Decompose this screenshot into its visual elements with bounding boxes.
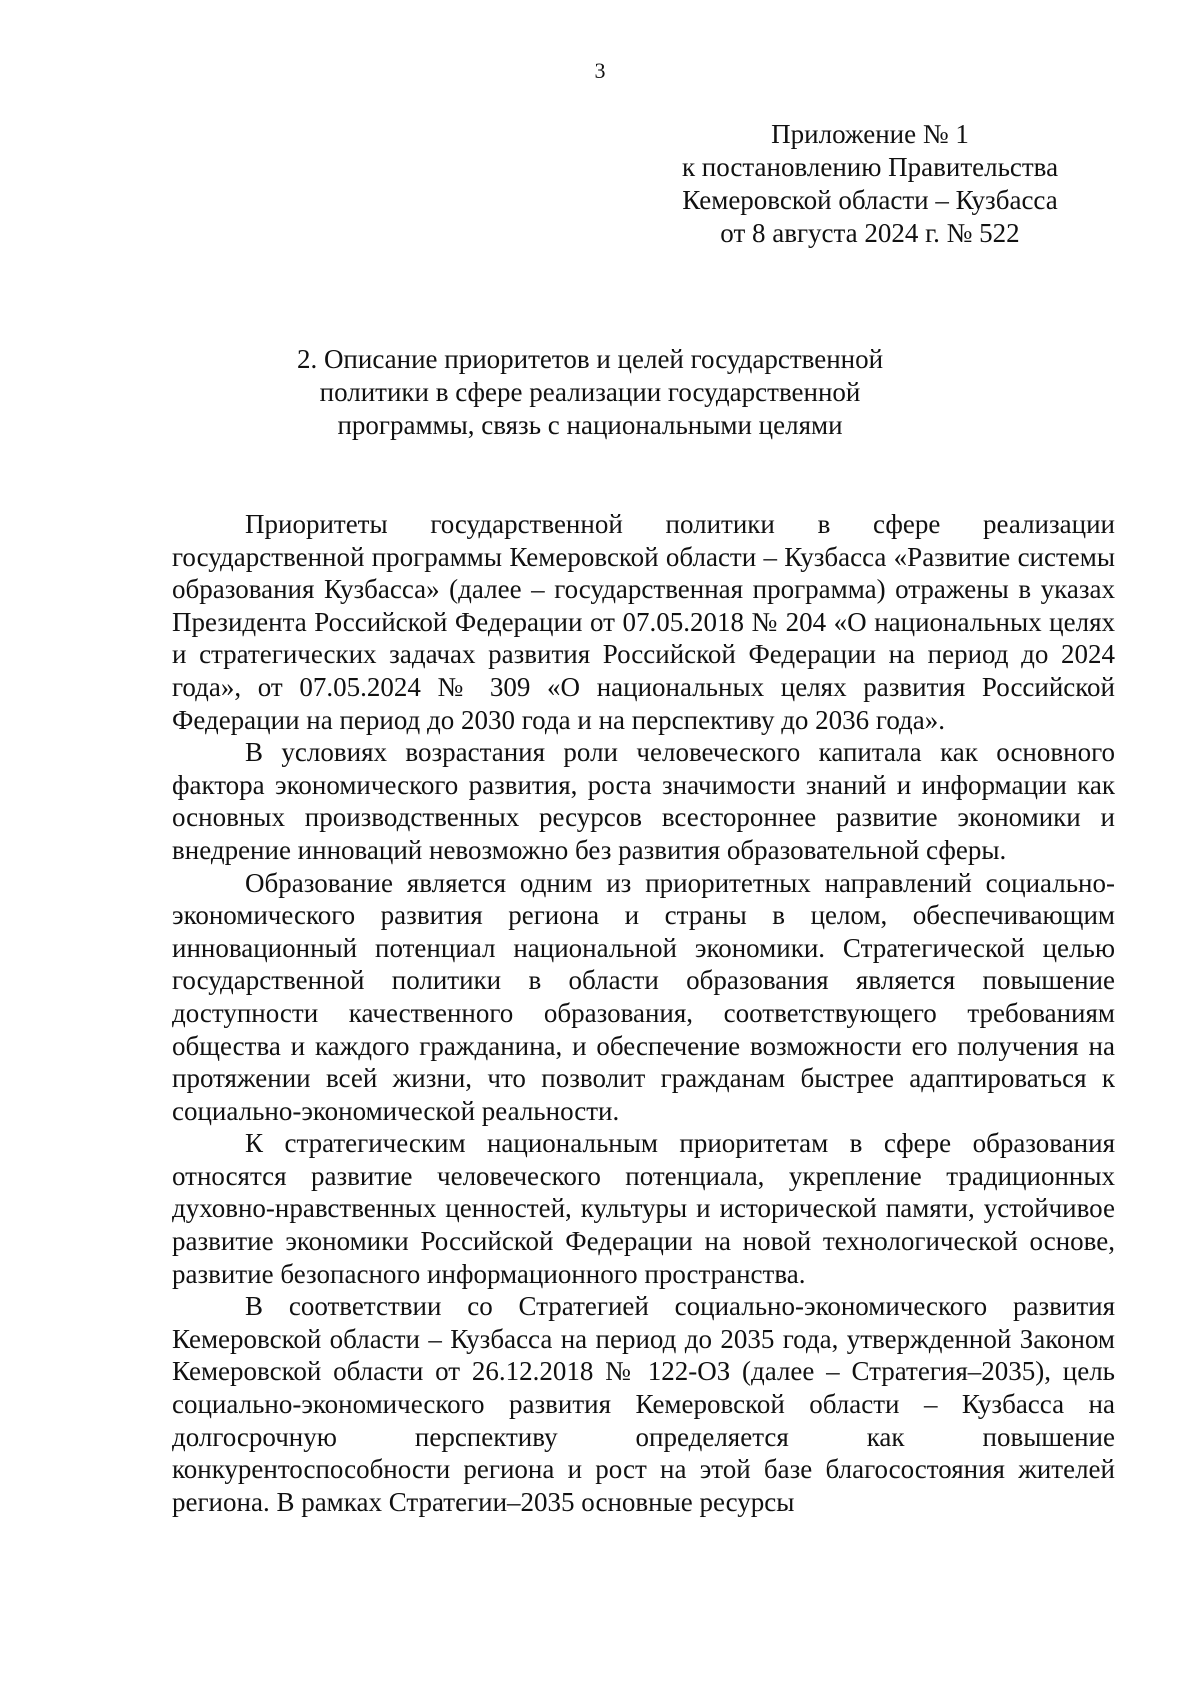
- paragraph: В условиях возрастания роли человеческого капитала как основного фактора экономического развития, роста значимости знаний и информации как основных производственных ресурсов всестороннее развитие экономики и внедрение инноваций невозможно без развития образовательной сферы.: [172, 737, 1115, 865]
- appendix-header: [640, 118, 1100, 250]
- appendix-line: от 8 августа 2024 г. № 522: [720, 218, 1020, 248]
- appendix-line: Кемеровской области – Кузбасса: [682, 185, 1058, 215]
- paragraph: К стратегическим национальным приоритетам в сфере образования относятся развитие человеческого потенциала, укрепление традиционных духовно-нравственных ценностей, культуры и исторической памяти, устойчивое развитие экономики Российской Федерации на новой технологической основе, развитие безопасного информационного пространства.: [172, 1128, 1115, 1289]
- paragraph: Образование является одним из приоритетных направлений социально-экономического развития региона и страны в целом, обеспечивающим инновационный потенциал национальной экономики. Стратегической целью государственной политики в области образования является повышение доступности качественного образования, соответствующего требованиям общества и каждого гражданина, и обеспечение возможности его получения на протяжении всей жизни, что позволит гражданам быстрее адаптироваться к социально-экономической реальности.: [172, 867, 1115, 1126]
- paragraph: Приоритеты государственной политики в сфере реализации государственной программы Кемеровской области – Кузбасса «Развитие системы образования Кузбасса» (далее – государственная программа) отражены в указах Президента Российской Федерации от 07.05.2018 № 204 «О национальных целях и стратегических задачах развития Российской Федерации на период до 2024 года», от 07.05.2024 № 309 «О национальных целях развития Российской Федерации на период до 2030 года и на перспективу до 2036 года».: [172, 509, 1115, 735]
- section-title-line: программы, связь с национальными целями: [337, 410, 843, 440]
- paragraph: В соответствии со Стратегией социально-экономического развития Кемеровской области – Кузбасса на период до 2035 года, утвержденной Законом Кемеровской области от 26.12.2018 № 122-ОЗ (далее – Стратегия–2035), цель социально-экономического развития Кемеровской области – Кузбасса на долгосрочную перспективу определяется как повышение конкурентоспособности региона и рост на этой базе благосостояния жителей региона. В рамках Стратегии–2035 основные ресурсы: [172, 1291, 1115, 1517]
- section-title: [290, 343, 890, 442]
- page-number: 3: [594, 58, 606, 83]
- section-title-line: 2. Описание приоритетов и целей государственной: [296, 344, 884, 374]
- appendix-line: Приложение № 1: [771, 119, 969, 149]
- body-text: [172, 508, 1115, 1518]
- section-title-line: политики в сфере реализации государственной: [319, 377, 861, 407]
- appendix-line: к постановлению Правительства: [681, 152, 1059, 182]
